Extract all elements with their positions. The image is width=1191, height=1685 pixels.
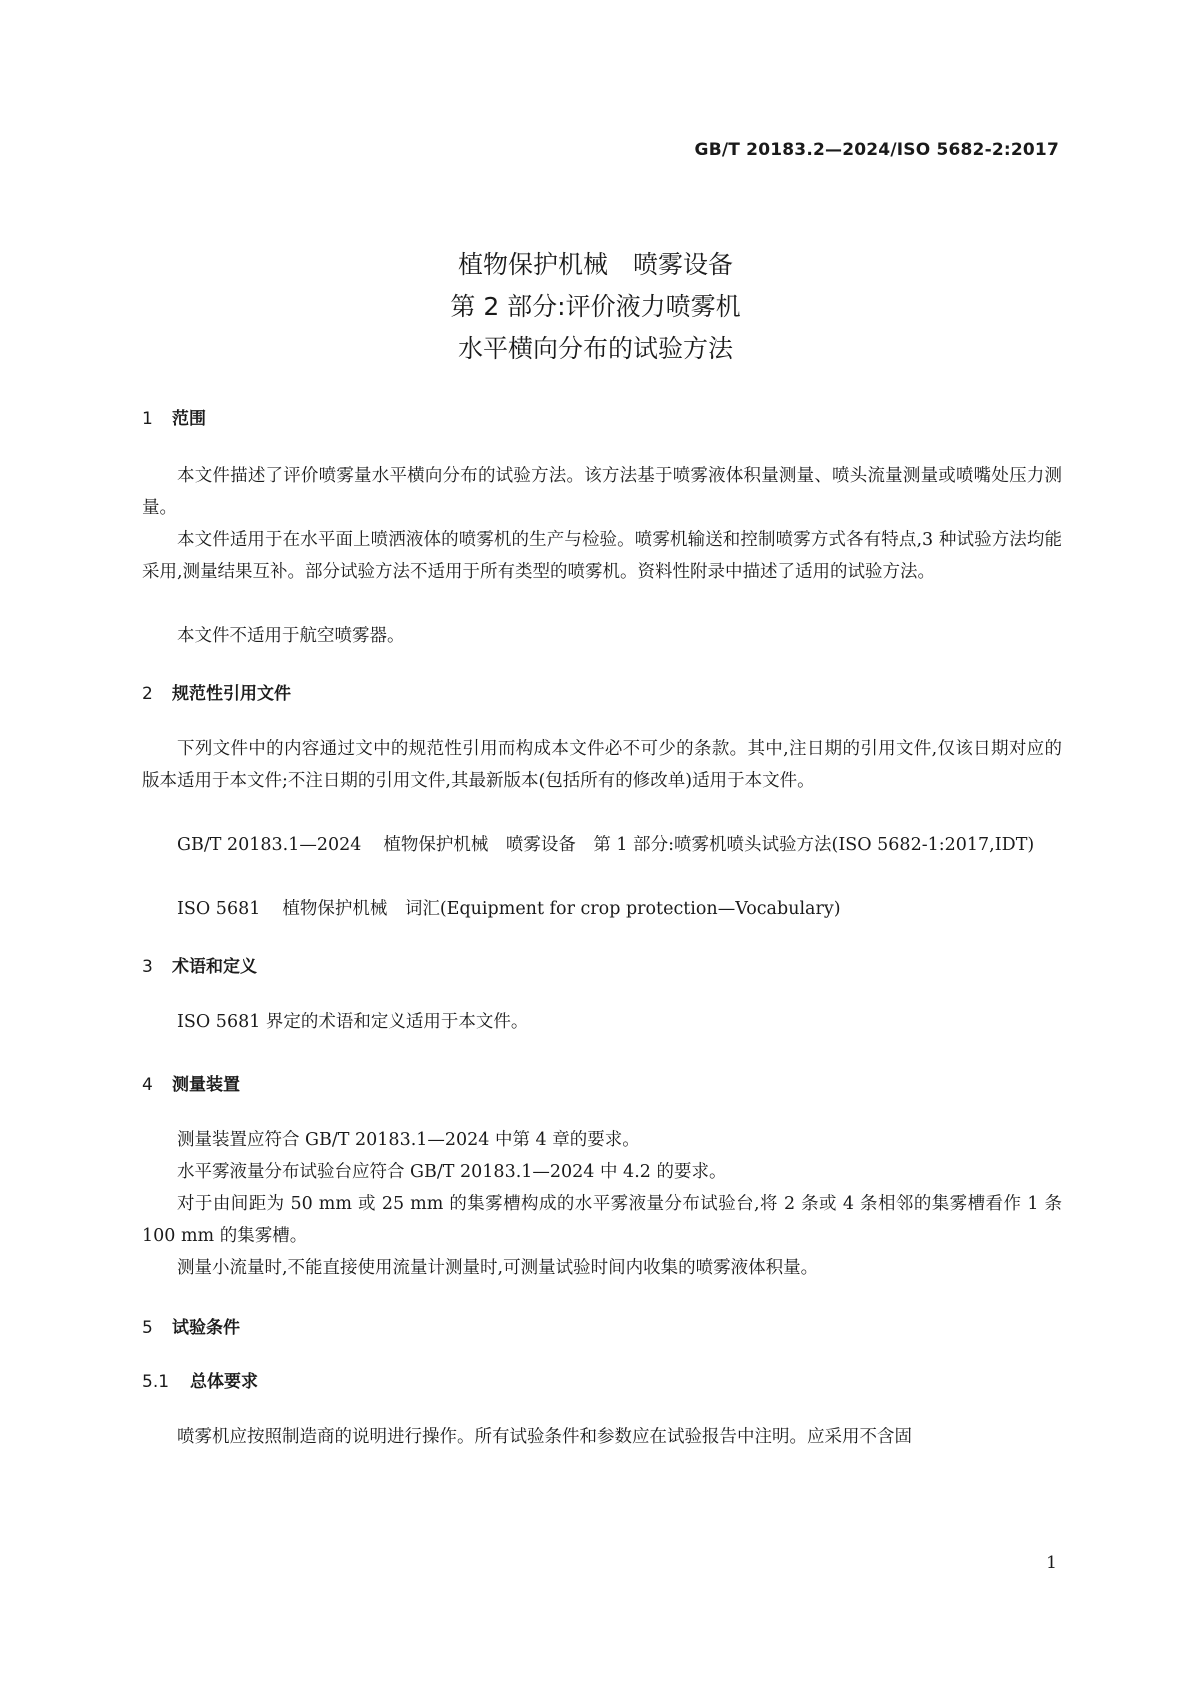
paragraph: 下列文件中的内容通过文中的规范性引用而构成本文件必不可少的条款。其中,注日期的引用文件,仅该日期对应的版本适用于本文件;不注日期的引用文件,其最新版本(包括所有的修改单)适用于本文件。 <box>142 739 1062 791</box>
section-number: 5 <box>142 1318 153 1338</box>
section-number: 1 <box>142 409 153 429</box>
paragraph: 对于由间距为 50 mm 或 25 mm 的集雾槽构成的水平雾液量分布试验台,将 2 条或 4 条相邻的集雾槽看作 1 条 100 mm 的集雾槽。 <box>142 1194 1062 1246</box>
section-title: 术语和定义 <box>172 957 257 977</box>
reference-code: GB/T 20183.1—2024 <box>177 835 362 855</box>
section-5-1-heading <box>142 1367 258 1392</box>
section-title: 总体要求 <box>190 1372 258 1392</box>
paragraph: 测量装置应符合 GB/T 20183.1—2024 中第 4 章的要求。 <box>177 1130 640 1150</box>
section-title: 规范性引用文件 <box>172 684 291 704</box>
paragraph: 本文件不适用于航空喷雾器。 <box>177 626 405 646</box>
paragraph: 喷雾机应按照制造商的说明进行操作。所有试验条件和参数应在试验报告中注明。应采用不含固 <box>177 1427 912 1447</box>
paragraph: 水平雾液量分布试验台应符合 GB/T 20183.1—2024 中 4.2 的要求。 <box>177 1162 727 1182</box>
page-number: 1 <box>1046 1553 1057 1573</box>
normative-reference <box>142 893 1062 925</box>
section-2-heading <box>142 679 291 704</box>
title-line-2: 第 2 部分:评价液力喷雾机 <box>450 292 741 321</box>
document-title <box>0 244 1191 370</box>
paragraph: 本文件描述了评价喷雾量水平横向分布的试验方法。该方法基于喷雾液体积量测量、喷头流量测量或喷嘴处压力测量。 <box>142 466 1062 518</box>
title-line-3: 水平横向分布的试验方法 <box>457 334 733 363</box>
reference-code: ISO 5681 <box>177 899 261 919</box>
section-number: 2 <box>142 684 153 704</box>
section-number: 5.1 <box>142 1372 170 1392</box>
reference-title: 植物保护机械 词汇(Equipment for crop protection—Vocabulary) <box>282 899 841 919</box>
section-title: 范围 <box>172 409 206 429</box>
section-5-heading <box>142 1313 240 1338</box>
standard-code: GB/T 20183.2—2024/ISO 5682-2:2017 <box>694 140 1059 160</box>
paragraph: 测量小流量时,不能直接使用流量计测量时,可测量试验时间内收集的喷雾液体积量。 <box>177 1258 819 1278</box>
section-title: 测量装置 <box>172 1075 240 1095</box>
section-title: 试验条件 <box>172 1318 240 1338</box>
normative-reference <box>142 829 1062 861</box>
section-number: 3 <box>142 957 153 977</box>
reference-title: 植物保护机械 喷雾设备 第 1 部分:喷雾机喷头试验方法(ISO 5682-1:2017,IDT) <box>383 835 1035 855</box>
section-1-heading <box>142 404 206 429</box>
section-3-heading <box>142 952 257 977</box>
section-4-heading <box>142 1070 240 1095</box>
paragraph: 本文件适用于在水平面上喷洒液体的喷雾机的生产与检验。喷雾机输送和控制喷雾方式各有特点,3 种试验方法均能采用,测量结果互补。部分试验方法不适用于所有类型的喷雾机。资料性附录中描述了适用的试验方法。 <box>142 530 1062 582</box>
title-line-1: 植物保护机械 喷雾设备 <box>457 250 733 279</box>
section-number: 4 <box>142 1075 153 1095</box>
paragraph: ISO 5681 界定的术语和定义适用于本文件。 <box>177 1012 529 1032</box>
